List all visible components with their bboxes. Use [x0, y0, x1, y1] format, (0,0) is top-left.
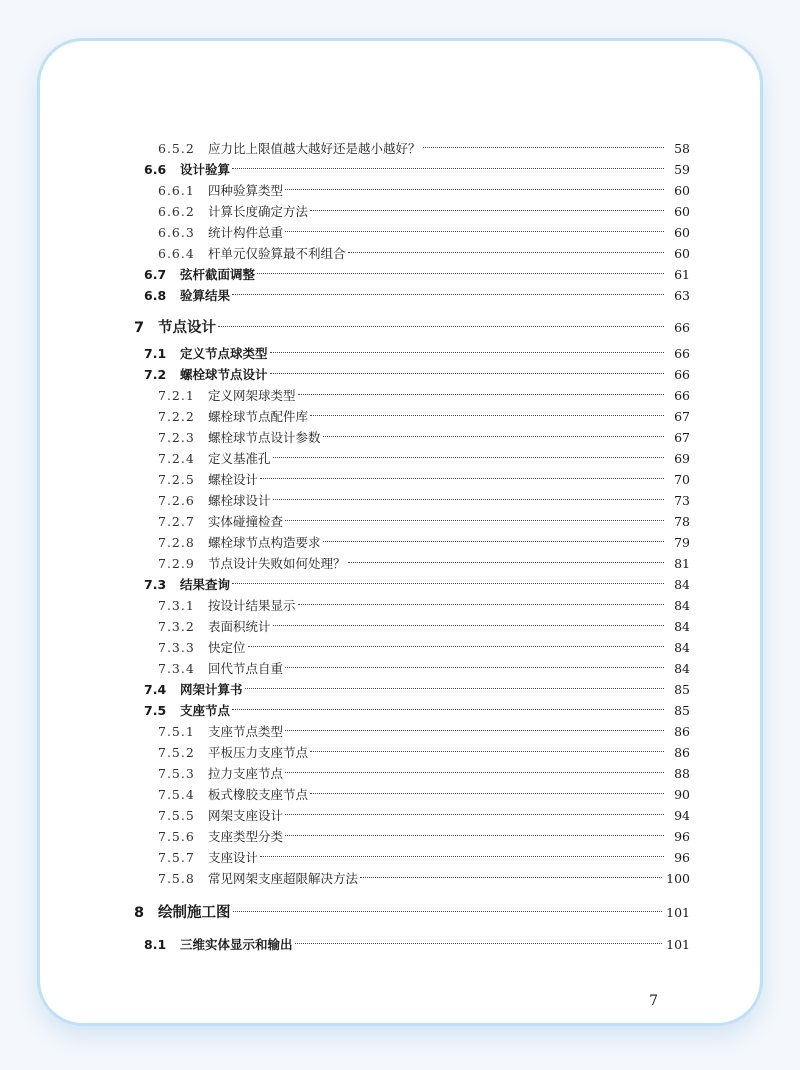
page-frame — [37, 38, 763, 1026]
toc-page: 60 — [674, 225, 690, 240]
toc-number: 7.1 — [144, 346, 167, 361]
dot-leader — [257, 259, 664, 279]
toc-section — [144, 338, 690, 361]
dot-leader — [285, 217, 664, 237]
toc-page: 78 — [674, 514, 690, 529]
toc-page: 96 — [674, 850, 690, 865]
dot-leader — [323, 527, 664, 547]
dot-leader — [298, 380, 664, 400]
toc-subsection — [158, 217, 690, 240]
toc-page: 60 — [674, 246, 690, 261]
dot-leader — [310, 196, 664, 216]
toc-section — [144, 359, 690, 382]
toc-title: 支座节点 — [180, 703, 231, 718]
toc-title: 支座设计 — [208, 850, 259, 865]
toc-page: 84 — [674, 640, 690, 655]
toc-title: 定义网架球类型 — [208, 388, 296, 403]
toc-number: 7.5.1 — [158, 724, 195, 739]
dot-leader — [270, 359, 664, 379]
table-of-contents — [40, 41, 760, 1023]
dot-leader — [232, 280, 664, 300]
toc-subsection — [158, 464, 690, 487]
dot-leader — [348, 238, 664, 258]
toc-page: 94 — [674, 808, 690, 823]
dot-leader — [298, 590, 664, 610]
toc-page: 101 — [666, 905, 690, 920]
toc-section — [144, 674, 690, 697]
toc-subsection — [158, 611, 690, 634]
toc-number: 8 — [134, 905, 145, 921]
toc-page: 96 — [674, 829, 690, 844]
toc-chapter — [134, 897, 690, 921]
toc-subsection — [158, 737, 690, 760]
toc-subsection — [158, 485, 690, 508]
toc-title: 拉力支座节点 — [208, 766, 284, 781]
toc-number: 7.3 — [144, 577, 167, 592]
toc-page: 86 — [674, 724, 690, 739]
toc-page: 67 — [674, 430, 690, 445]
dot-leader — [310, 737, 664, 757]
toc-subsection — [158, 133, 690, 156]
toc-title: 螺栓球节点构造要求 — [208, 535, 321, 550]
dot-leader — [423, 133, 664, 153]
toc-subsection — [158, 175, 690, 198]
dot-leader — [248, 632, 664, 652]
toc-title: 快定位 — [208, 640, 246, 655]
toc-page: 81 — [674, 556, 690, 571]
toc-section — [144, 695, 690, 718]
toc-page: 60 — [674, 183, 690, 198]
toc-subsection — [158, 443, 690, 466]
toc-subsection — [158, 842, 690, 865]
toc-title: 网架支座设计 — [208, 808, 284, 823]
dot-leader — [273, 611, 664, 631]
dot-leader — [232, 569, 664, 589]
toc-title: 回代节点自重 — [208, 661, 284, 676]
toc-page: 85 — [674, 682, 690, 697]
toc-number: 7.4 — [144, 682, 167, 697]
toc-number: 6.5.2 — [158, 141, 195, 156]
toc-section — [144, 154, 690, 177]
dot-leader — [285, 506, 664, 526]
toc-page: 70 — [674, 472, 690, 487]
toc-page: 59 — [674, 162, 690, 177]
toc-chapter — [134, 312, 690, 336]
toc-title: 节点设计 — [158, 320, 216, 336]
toc-title: 螺栓设计 — [208, 472, 259, 487]
dot-leader — [285, 653, 664, 673]
toc-page: 84 — [674, 577, 690, 592]
toc-title: 定义基准孔 — [208, 451, 271, 466]
dot-leader — [260, 842, 664, 862]
toc-number: 6.8 — [144, 288, 167, 303]
toc-title: 螺栓球设计 — [208, 493, 271, 508]
toc-number: 7.2.6 — [158, 493, 195, 508]
toc-title: 四种验算类型 — [208, 183, 284, 198]
toc-title: 支座节点类型 — [208, 724, 284, 739]
toc-title: 应力比上限值越大越好还是越小越好？ — [208, 141, 421, 156]
toc-title: 计算长度确定方法 — [208, 204, 309, 219]
toc-number: 7.3.2 — [158, 619, 195, 634]
toc-number: 6.6.4 — [158, 246, 195, 261]
toc-title: 定义节点球类型 — [180, 346, 268, 361]
toc-number: 7.5.3 — [158, 766, 195, 781]
dot-leader — [285, 800, 664, 820]
toc-page: 58 — [674, 141, 690, 156]
toc-title: 平板压力支座节点 — [208, 745, 309, 760]
toc-subsection — [158, 716, 690, 739]
toc-title: 绘制施工图 — [158, 905, 231, 921]
dot-leader — [310, 401, 664, 421]
toc-number: 6.7 — [144, 267, 167, 282]
toc-page: 66 — [674, 320, 690, 335]
dot-leader — [323, 422, 664, 442]
toc-subsection — [158, 238, 690, 261]
toc-subsection — [158, 758, 690, 781]
toc-subsection — [158, 548, 690, 571]
toc-subsection — [158, 800, 690, 823]
dot-leader — [295, 929, 663, 949]
toc-title: 统计构件总重 — [208, 225, 284, 240]
toc-section — [144, 259, 690, 282]
toc-subsection — [158, 401, 690, 424]
toc-subsection — [158, 380, 690, 403]
toc-page: 73 — [674, 493, 690, 508]
toc-subsection — [158, 653, 690, 676]
toc-section — [144, 280, 690, 303]
page-number: 7 — [649, 993, 658, 1009]
toc-title: 常见网架支座超限解决方法 — [208, 871, 359, 886]
toc-title: 螺栓球节点设计 — [180, 367, 268, 382]
toc-title: 支座类型分类 — [208, 829, 284, 844]
dot-leader — [260, 464, 664, 484]
toc-title: 弦杆截面调整 — [180, 267, 256, 282]
toc-page: 61 — [674, 267, 690, 282]
toc-page: 101 — [666, 937, 690, 952]
toc-title: 表面积统计 — [208, 619, 271, 634]
toc-page: 88 — [674, 766, 690, 781]
toc-page: 100 — [666, 871, 690, 886]
toc-title: 验算结果 — [180, 288, 231, 303]
toc-title: 网架计算书 — [180, 682, 243, 697]
toc-number: 6.6.2 — [158, 204, 195, 219]
toc-number: 7.2.4 — [158, 451, 195, 466]
toc-subsection — [158, 590, 690, 613]
dot-leader — [270, 338, 664, 358]
toc-number: 7.5 — [144, 703, 167, 718]
toc-title: 螺栓球节点设计参数 — [208, 430, 321, 445]
toc-page: 84 — [674, 619, 690, 634]
toc-number: 7.5.7 — [158, 850, 195, 865]
dot-leader — [360, 863, 662, 883]
toc-page: 60 — [674, 204, 690, 219]
dot-leader — [273, 443, 664, 463]
toc-title: 板式橡胶支座节点 — [208, 787, 309, 802]
toc-number: 7.2.7 — [158, 514, 195, 529]
toc-subsection — [158, 779, 690, 802]
toc-number: 7.2.1 — [158, 388, 195, 403]
toc-subsection — [158, 821, 690, 844]
toc-number: 7.5.4 — [158, 787, 195, 802]
toc-number: 7.3.3 — [158, 640, 195, 655]
dot-leader — [310, 779, 664, 799]
dot-leader — [218, 312, 664, 332]
toc-number: 7.2.5 — [158, 472, 195, 487]
toc-title: 螺栓球节点配件库 — [208, 409, 309, 424]
dot-leader — [245, 674, 664, 694]
toc-page: 67 — [674, 409, 690, 424]
toc-section — [144, 569, 690, 592]
dot-leader — [232, 695, 664, 715]
toc-number: 8.1 — [144, 937, 167, 952]
toc-subsection — [158, 632, 690, 655]
dot-leader — [348, 548, 664, 568]
toc-title: 节点设计失败如何处理？ — [208, 556, 346, 571]
toc-number: 7.5.2 — [158, 745, 195, 760]
toc-subsection — [158, 506, 690, 529]
toc-number: 7.5.6 — [158, 829, 195, 844]
toc-number: 6.6.1 — [158, 183, 195, 198]
toc-number: 7.2.9 — [158, 556, 195, 571]
dot-leader — [273, 485, 664, 505]
toc-title: 三维实体显示和输出 — [180, 937, 293, 952]
dot-leader — [285, 716, 664, 736]
toc-page: 86 — [674, 745, 690, 760]
toc-page: 63 — [674, 288, 690, 303]
toc-number: 7.5.5 — [158, 808, 195, 823]
toc-number: 7.2.3 — [158, 430, 195, 445]
toc-number: 7.2.8 — [158, 535, 195, 550]
toc-page: 66 — [674, 367, 690, 382]
toc-number: 7.3.1 — [158, 598, 195, 613]
toc-title: 结果查询 — [180, 577, 231, 592]
toc-number: 6.6.3 — [158, 225, 195, 240]
toc-page: 79 — [674, 535, 690, 550]
toc-number: 7 — [134, 320, 145, 336]
toc-subsection — [158, 422, 690, 445]
toc-subsection — [158, 196, 690, 219]
toc-number: 6.6 — [144, 162, 167, 177]
dot-leader — [285, 758, 664, 778]
toc-number: 7.2.2 — [158, 409, 195, 424]
toc-title: 杆单元仅验算最不利组合 — [208, 246, 346, 261]
toc-page: 69 — [674, 451, 690, 466]
toc-section — [144, 929, 690, 952]
toc-page: 85 — [674, 703, 690, 718]
toc-page: 66 — [674, 346, 690, 361]
toc-title: 设计验算 — [180, 162, 231, 177]
dot-leader — [232, 154, 664, 174]
dot-leader — [285, 175, 664, 195]
toc-title: 按设计结果显示 — [208, 598, 296, 613]
toc-number: 7.3.4 — [158, 661, 195, 676]
toc-subsection — [158, 527, 690, 550]
toc-number: 7.2 — [144, 367, 167, 382]
toc-page: 66 — [674, 388, 690, 403]
toc-subsection — [158, 863, 690, 886]
dot-leader — [233, 897, 663, 917]
toc-page: 84 — [674, 661, 690, 676]
toc-title: 实体碰撞检查 — [208, 514, 284, 529]
toc-number: 7.5.8 — [158, 871, 195, 886]
toc-page: 90 — [674, 787, 690, 802]
toc-page: 84 — [674, 598, 690, 613]
dot-leader — [285, 821, 664, 841]
